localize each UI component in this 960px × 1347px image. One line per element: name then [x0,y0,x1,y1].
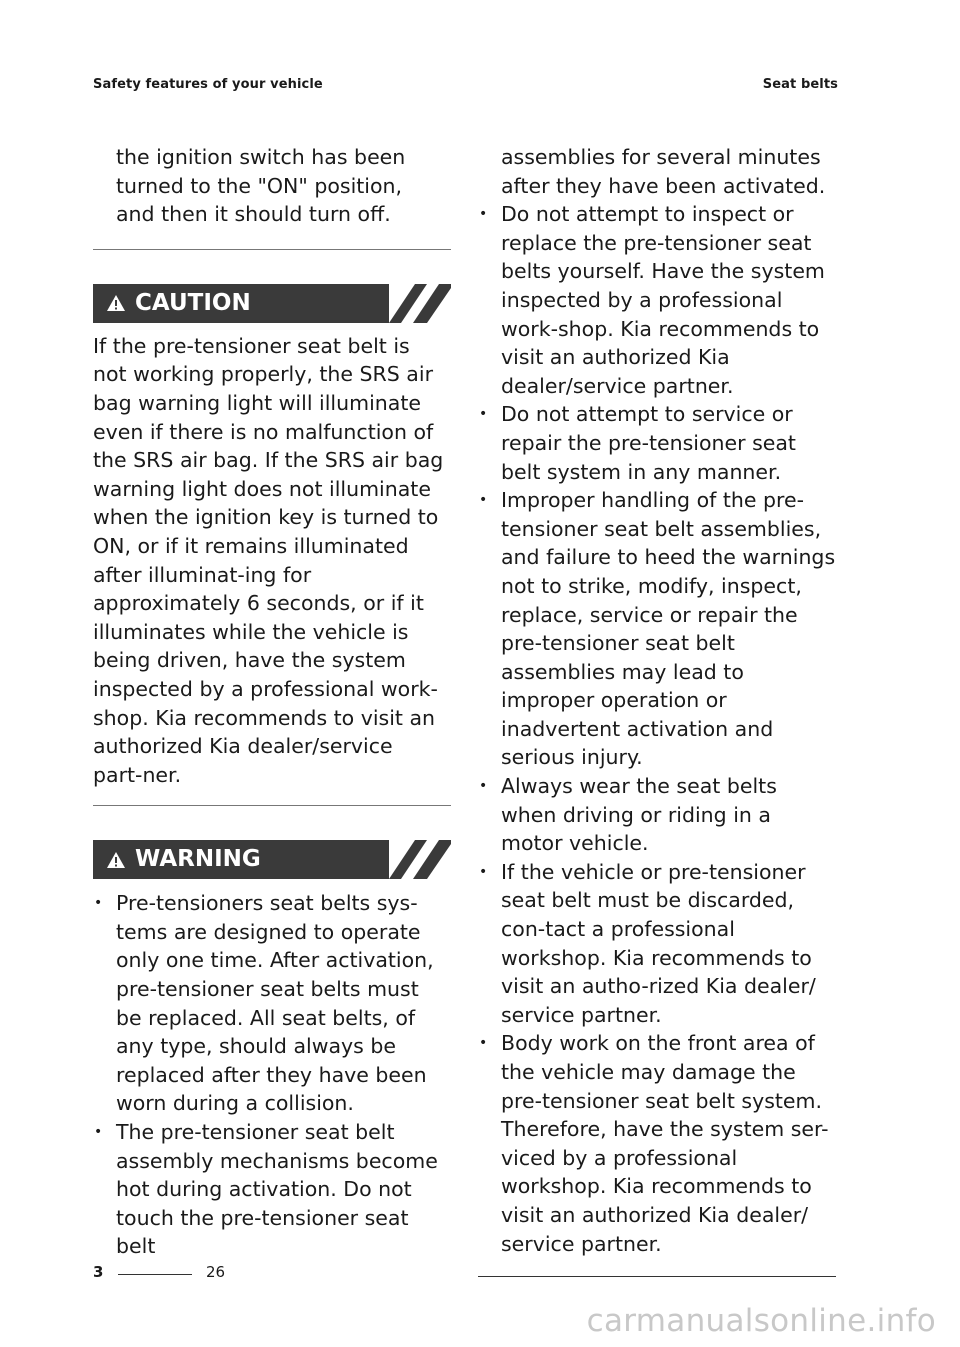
stripe-decoration-icon [389,284,451,323]
list-item: • The pre-tensioner seat belt assembly mechanisms become hot during activation. Do not touch the pre-tensioner seat belt [93,1118,449,1261]
footer-rule [118,1274,192,1275]
header-topic-title: Seat belts [762,77,838,92]
list-item: • Pre-tensioners seat belts sys-tems are designed to operate only one time. After activation, pre-tensioner seat belts must be replaced. All seat belts, of any type, should always be replaced after they have been worn during a collision. [93,889,449,1118]
intro-paragraph: the ignition switch has been turned to the "ON" position, and then it should turn off. [116,145,406,227]
warning-banner [93,840,451,879]
right-column [478,143,836,1277]
stripe-decoration-icon [389,840,451,879]
continuation-paragraph: assemblies for several minutes after they have been activated. [501,145,826,198]
caution-text: If the pre-tensioner seat belt is not working properly, the SRS air bag warning light will illuminate even if there is no malfunction of the SRS air bag. If the SRS air bag warning light does not illuminate when the ignition key is turned to ON, or if it remains illuminated after illuminat-ing for approximately 6 seconds, or if it illuminates while the vehicle is being driven, have the system inspected by a professional work-shop. Kia recommends to visit an authorized Kia dealer/service part-ner. [93,333,444,787]
caution-banner [93,284,451,323]
list-item: • Always wear the seat belts when driving or riding in a motor vehicle. [478,772,838,858]
divider [93,249,451,250]
warning-list [93,889,449,1261]
warning-triangle-icon [106,294,126,312]
header-section-title: Safety features of your vehicle [93,77,323,92]
divider [93,805,451,806]
warning-list-continued [478,200,838,1258]
watermark: carmanualsonline.info [586,1303,936,1339]
list-item: • Do not attempt to service or repair the pre-tensioner seat belt system in any manner. [478,400,838,486]
warning-title: WARNING [135,846,261,873]
chapter-number: 3 [93,1263,104,1281]
list-item: • If the vehicle or pre-tensioner seat belt must be discarded, con-tact a professional workshop. Kia recommends to visit an autho-rized Kia dealer/ service partner. [478,858,838,1030]
list-item: • Body work on the front area of the vehicle may damage the pre-tensioner seat belt system. Therefore, have the system ser-viced by a professional workshop. Kia recommends to visit an authorized Kia dealer/ service partner. [478,1029,838,1258]
caution-title: CAUTION [135,289,251,316]
warning-triangle-icon [106,851,126,869]
list-item: • Improper handling of the pre-tensioner seat belt assemblies, and failure to heed the warnings not to strike, modify, inspect, replace, service or repair the pre-tensioner seat belt assemblies may lead to improper operation or inadvertent activation and serious injury. [478,486,838,772]
divider [478,1276,836,1277]
page-number: 26 [206,1263,226,1281]
left-column [93,143,451,1261]
list-item: • Do not attempt to inspect or replace the pre-tensioner seat belts yourself. Have the system inspected by a professional work-shop. Kia recommends to visit an authorized Kia dealer/service partner. [478,200,838,400]
